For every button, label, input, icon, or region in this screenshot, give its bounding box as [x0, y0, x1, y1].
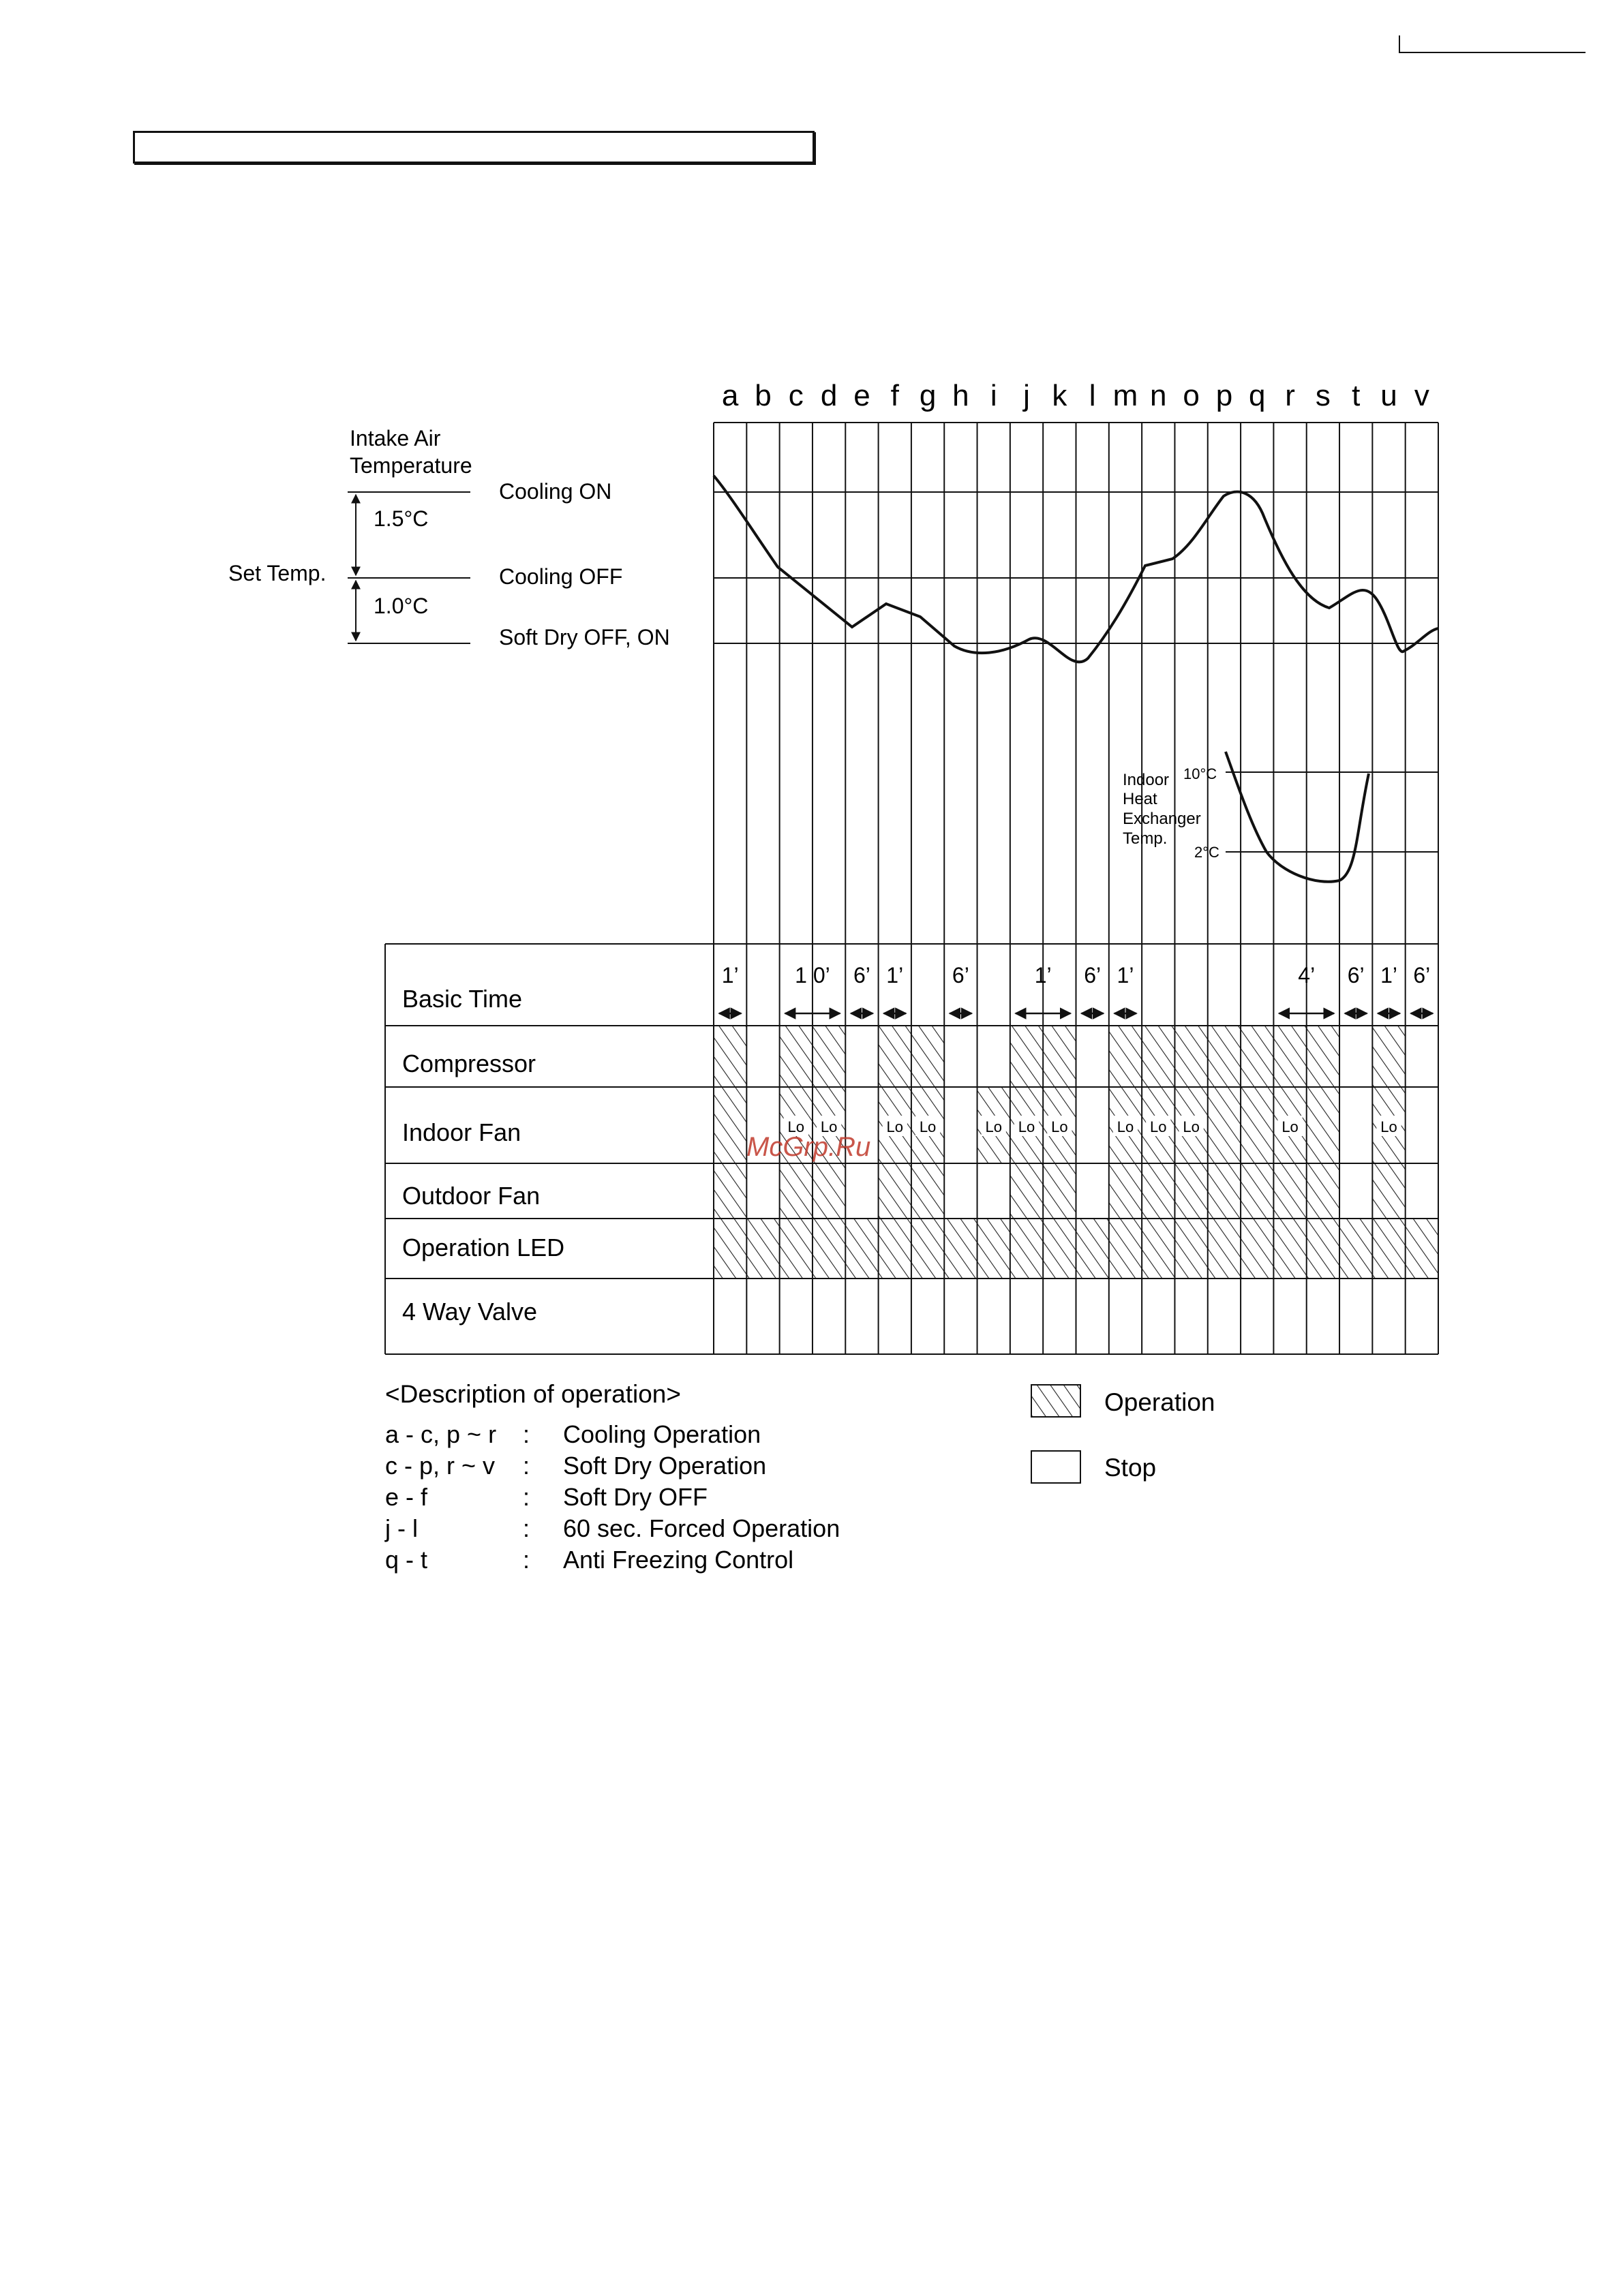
heat-exchanger-2c-label: 2°C	[1194, 844, 1219, 861]
legend-operation-label: Operation	[1104, 1388, 1215, 1416]
column-letter-v: v	[1414, 379, 1429, 412]
basic-time-value: 1’	[1117, 963, 1134, 988]
column-letter-o: o	[1183, 379, 1200, 412]
description-range: j - l	[385, 1514, 418, 1542]
outdoor-fan-operation-cell	[714, 1163, 746, 1219]
description-text: 60 sec. Forced Operation	[563, 1514, 840, 1542]
legend-stop-label: Stop	[1104, 1454, 1157, 1482]
description-separator: :	[523, 1483, 530, 1511]
basic-time-value: 1 0’	[795, 963, 830, 988]
row-label-compressor: Compressor	[402, 1050, 536, 1077]
column-letter-u: u	[1380, 379, 1397, 412]
indoor-fan-lo-label: Lo	[1380, 1118, 1397, 1135]
compressor-operation-cell	[714, 1026, 746, 1087]
indoor-fan-lo-label: Lo	[787, 1118, 805, 1135]
description-text: Cooling Operation	[563, 1420, 761, 1448]
basic-time-value: 6’	[1084, 963, 1102, 988]
gap-lower-label: 1.0°C	[374, 594, 429, 618]
description-separator: :	[523, 1420, 530, 1448]
column-letter-l: l	[1089, 379, 1096, 412]
description-separator: :	[523, 1514, 530, 1542]
column-letter-m: m	[1112, 379, 1138, 412]
gap-upper-label: 1.5°C	[374, 506, 429, 531]
basic-time-value: 6’	[952, 963, 969, 988]
description-separator: :	[523, 1452, 530, 1480]
column-letter-s: s	[1315, 379, 1331, 412]
column-letter-d: d	[820, 379, 838, 412]
basic-time-value: 1’	[1034, 963, 1052, 988]
indoor-fan-lo-label: Lo	[1117, 1118, 1134, 1135]
description-text: Soft Dry Operation	[563, 1452, 767, 1480]
column-letter-g: g	[919, 379, 937, 412]
column-letters	[722, 379, 1429, 412]
row-label-four-way-valve: 4 Way Valve	[402, 1298, 538, 1326]
legend-stop-swatch	[1031, 1451, 1080, 1483]
cooling-on-label: Cooling ON	[499, 479, 612, 504]
heat-exchanger-10c-label: 10°C	[1183, 765, 1217, 782]
column-letter-j: j	[1023, 379, 1030, 412]
outdoor-fan-operation-cell	[1372, 1163, 1405, 1219]
column-letter-p: p	[1215, 379, 1233, 412]
column-letter-b: b	[755, 379, 772, 412]
heat-exchanger-label-line1: Indoor	[1123, 771, 1170, 789]
set-temp-label: Set Temp.	[228, 561, 327, 585]
compressor-operation-cell	[1109, 1026, 1339, 1087]
description-separator: :	[523, 1546, 530, 1574]
indoor-fan-lo-label: Lo	[1183, 1118, 1200, 1135]
outdoor-fan-operation-cell	[1109, 1163, 1339, 1219]
description-range: a - c, p ~ r	[385, 1420, 497, 1448]
description-range: c - p, r ~ v	[385, 1452, 496, 1480]
indoor-fan-lo-label: Lo	[1281, 1118, 1299, 1135]
column-letter-k: k	[1052, 379, 1067, 412]
column-letter-n: n	[1150, 379, 1167, 412]
description-heading: <Description of operation>	[385, 1380, 681, 1408]
legend-operation-swatch	[1031, 1385, 1080, 1417]
compressor-operation-cell	[1372, 1026, 1405, 1087]
heat-exchanger-temperature-curve	[1226, 752, 1369, 882]
row-label-indoor-fan: Indoor Fan	[402, 1118, 521, 1146]
basic-time-value: 6’	[1413, 963, 1431, 988]
indoor-fan-lo-label: Lo	[1018, 1118, 1035, 1135]
column-letter-c: c	[788, 379, 804, 412]
row-label-outdoor-fan: Outdoor Fan	[402, 1182, 541, 1210]
temperature-graph-grid	[714, 423, 1438, 944]
basic-time-value: 4’	[1298, 963, 1316, 988]
indoor-fan-lo-label: Lo	[886, 1118, 903, 1135]
basic-time-value: 1’	[886, 963, 904, 988]
indoor-fan-lo-label: Lo	[1150, 1118, 1167, 1135]
intake-air-title-line1: Intake Air	[350, 426, 441, 450]
intake-air-title-line2: Temperature	[350, 453, 472, 478]
indoor-fan-lo-label: Lo	[985, 1118, 1002, 1135]
column-letter-t: t	[1352, 379, 1361, 412]
column-letter-e: e	[853, 379, 870, 412]
column-letter-h: h	[952, 379, 969, 412]
column-letter-a: a	[721, 379, 739, 412]
description-list	[384, 1420, 840, 1574]
heat-exchanger-label-line4: Temp.	[1123, 829, 1168, 848]
description-range: q - t	[385, 1546, 428, 1574]
cooling-off-label: Cooling OFF	[499, 564, 623, 589]
indoor-fan-operation-cell	[714, 1087, 746, 1163]
basic-time-value: 1’	[721, 963, 739, 988]
heat-exchanger-label-line3: Exchanger	[1123, 810, 1201, 828]
column-letter-r: r	[1285, 379, 1295, 412]
description-text: Anti Freezing Control	[563, 1546, 794, 1574]
row-label-operation-led: Operation LED	[402, 1234, 565, 1261]
basic-time-value: 6’	[1347, 963, 1365, 988]
column-letter-q: q	[1249, 379, 1266, 412]
basic-time-value: 1’	[1380, 963, 1397, 988]
basic-time-value: 6’	[853, 963, 870, 988]
timing-table	[385, 944, 1438, 1354]
indoor-fan-lo-label: Lo	[1051, 1118, 1068, 1135]
row-label-basic-time: Basic Time	[402, 985, 523, 1013]
description-text: Soft Dry OFF	[563, 1483, 708, 1511]
indoor-fan-lo-label: Lo	[820, 1118, 838, 1135]
heat-exchanger-label-line2: Heat	[1123, 790, 1157, 808]
indoor-fan-lo-label: Lo	[919, 1118, 937, 1135]
watermark: McGrp.Ru	[746, 1132, 871, 1162]
column-letter-f: f	[890, 379, 899, 412]
indoor-fan-operation-cell	[1109, 1087, 1339, 1163]
description-range: e - f	[385, 1483, 428, 1511]
soft-dry-label: Soft Dry OFF, ON	[499, 625, 670, 649]
column-letter-i: i	[990, 379, 997, 412]
